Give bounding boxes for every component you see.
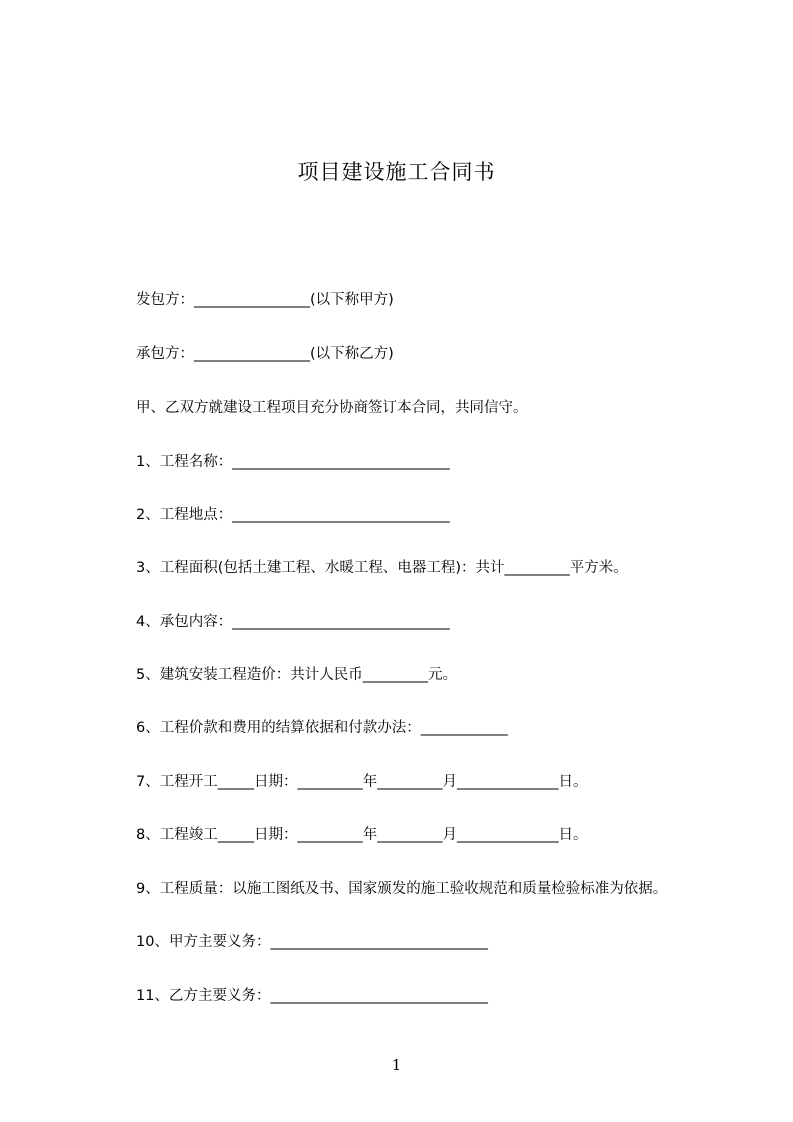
contract-line-agreement: 甲、乙双方就建设工程项目充分协商签订本合同，共同信守。: [136, 400, 528, 416]
contract-line-project-name: 1、工程名称：______________________________: [136, 454, 450, 470]
contract-line-scope: 4、承包内容：______________________________: [136, 614, 450, 630]
contract-line-project-location: 2、工程地点：______________________________: [136, 507, 450, 523]
contract-line-payment: 6、工程价款和费用的结算依据和付款办法：____________: [136, 720, 508, 736]
contract-line-completion-date: 8、工程竣工_____日期：_________年_________月______________日。: [136, 827, 588, 843]
page-number: 1: [391, 1056, 402, 1074]
contract-line-party-a-duties: 10、甲方主要义务：______________________________: [136, 934, 488, 950]
contract-title: 项目建设施工合同书: [297, 160, 496, 185]
contract-line-party-b-duties: 11、乙方主要义务：______________________________: [136, 988, 488, 1004]
contract-line-quality: 9、工程质量：以施工图纸及书、国家颁发的施工验收规范和质量检验标准为依据。: [136, 881, 668, 897]
contract-line-project-area: 3、工程面积(包括土建工程、水暖工程、电器工程)：共计_________平方米。: [136, 560, 628, 576]
contract-line-cost: 5、建筑安装工程造价：共计人民币_________元。: [136, 667, 457, 683]
contract-line-contractor: 承包方：________________(以下称乙方): [136, 346, 394, 362]
contract-line-start-date: 7、工程开工_____日期：_________年_________月______________日。: [136, 774, 588, 790]
contract-line-employer: 发包方：________________(以下称甲方): [136, 292, 394, 308]
